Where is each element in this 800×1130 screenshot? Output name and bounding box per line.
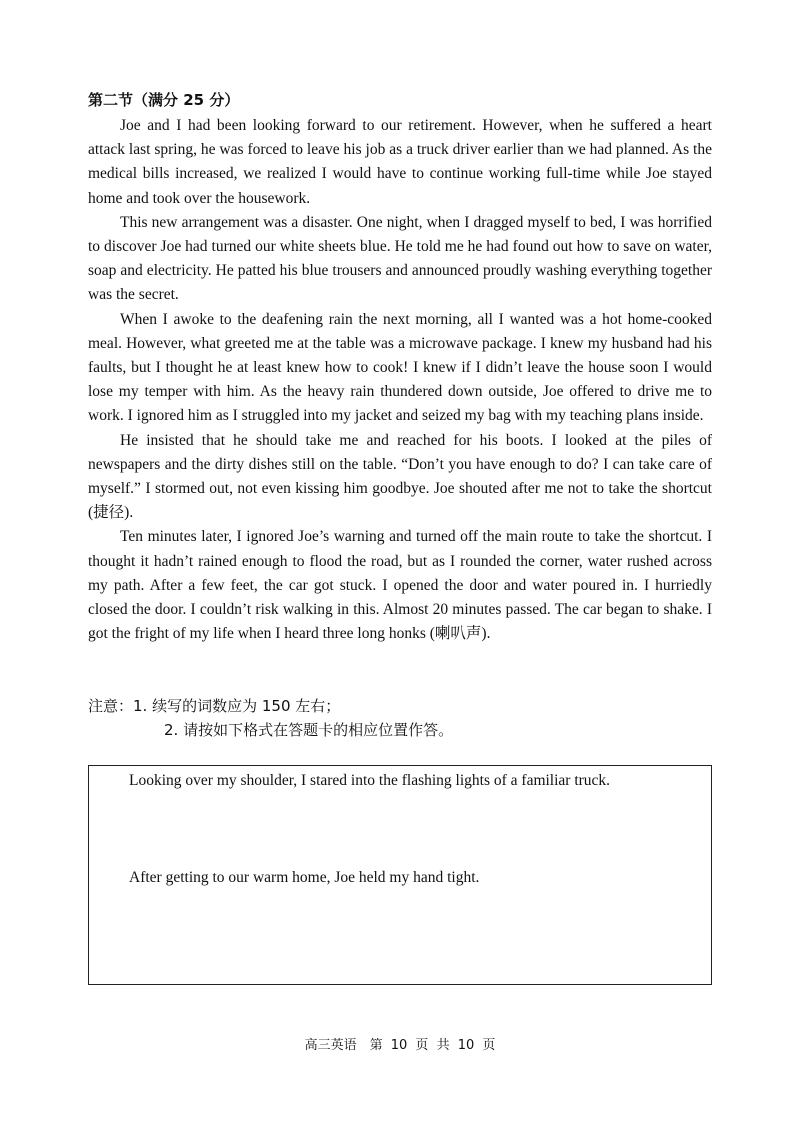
passage-paragraph-2: This new arrangement was a disaster. One night, when I dragged myself to bed, I was horrified to discover Joe had turned our white sheets blue. He told me he had found out how to save on water, soap and electricity. He patted his blue trousers and announced proudly washing everything together was the secret.	[88, 213, 712, 304]
passage-paragraph-1: Joe and I had been looking forward to our retirement. However, when he suffered a heart attack last spring, he was forced to leave his job as a truck driver earlier than we had planned. As the medical bills increased, we realized I would have to continue working full-time while Joe stayed home and took over the housework.	[88, 117, 712, 207]
passage-paragraph-4: He insisted that he should take me and reached for his boots. I looked at the piles of newspapers and the dirty dishes still on the table. “Don’t you have enough to do? I can take care of myself.” I stormed out, not even kissing him goodbye. Joe shouted after me not to take the shortcut (捷径).	[88, 431, 712, 522]
answer-paragraph-2-opening: After getting to our warm home, Joe held my hand tight.	[129, 869, 480, 886]
instruction-line-1	[88, 694, 453, 718]
instruction-item-1: 1. 续写的词数应为 150 左右；	[133, 697, 341, 715]
passage	[88, 114, 712, 646]
answer-box	[88, 765, 712, 985]
section-title: 第二节（满分 25 分）	[88, 91, 240, 109]
passage-paragraph-5: Ten minutes later, I ignored Joe’s warning and turned off the main route to take the shortcut. I thought it hadn’t rained enough to flood the road, but as I rounded the corner, water rushed across my path. After a few feet, the car got stuck. I opened the door and water poured in. I hurriedly closed the door. I couldn’t risk walking in this. Almost 20 minutes passed. The car began to shake. I got the fright of my life when I heard three long honks (喇叭声).	[88, 528, 712, 643]
passage-paragraph-3: When I awoke to the deafening rain the next morning, all I wanted was a hot home-cooked meal. However, what greeted me at the table was a microwave package. I knew my husband had his faults, but I thought he at least knew how to cook! I knew if I didn’t leave the house soon I would lose my temper with him. As the heavy rain thundered down outside, Joe offered to drive me to work. I ignored him as I struggled into my jacket and seized my bag with my teaching plans inside.	[88, 310, 712, 425]
instruction-line-2	[88, 718, 453, 742]
instruction-item-2: 2. 请按如下格式在答题卡的相应位置作答。	[164, 721, 454, 739]
page-footer: 高三英语 第 10 页 共 10 页	[304, 1038, 496, 1053]
answer-paragraph-1-opening: Looking over my shoulder, I stared into the flashing lights of a familiar truck.	[129, 772, 611, 789]
instructions	[88, 694, 453, 742]
instruction-prefix: 注意：	[88, 697, 134, 715]
